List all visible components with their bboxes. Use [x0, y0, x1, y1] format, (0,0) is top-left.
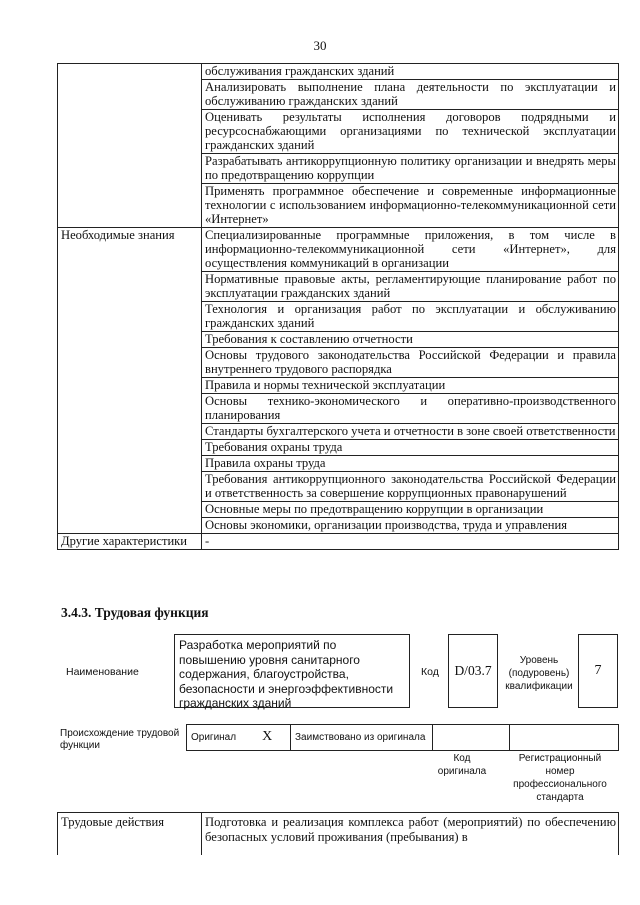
qualification-level-box: 7	[578, 634, 618, 708]
borrowed-label: Заимствовано из оригинала	[291, 725, 433, 751]
other-characteristics-value: -	[202, 534, 619, 550]
code-label: Код	[421, 666, 439, 678]
knowledge-row: Требования антикоррупционного законодательства Российской Федерации и ответственность за совершение коррупционных правонарушений	[202, 472, 619, 502]
section-title: 3.4.3. Трудовая функция	[61, 605, 209, 620]
knowledge-row: Нормативные правовые акты, регламентирующие планирование работ по эксплуатации гражданских зданий	[202, 272, 619, 302]
code-box: D/03.7	[448, 634, 498, 708]
reg-number-label: Регистрационный номер профессионального стандарта	[513, 753, 607, 803]
skills-label-cell	[58, 64, 202, 228]
knowledge-row: Правила охраны труда	[202, 456, 619, 472]
knowledge-row: Требования к составлению отчетности	[202, 332, 619, 348]
knowledge-row: Основные меры по предотвращению коррупции в организации	[202, 502, 619, 518]
skill-row: Анализировать выполнение плана деятельности по эксплуатации и обслуживанию гражданских зданий	[202, 80, 619, 110]
knowledge-row: Стандарты бухгалтерского учета и отчетности в зоне своей ответственности	[202, 424, 619, 440]
labor-actions-label: Трудовые действия	[58, 813, 202, 856]
knowledge-row: Основы экономики, организации производства, труда и управления	[202, 518, 619, 534]
knowledge-row: Основы технико-экономического и оперативно-производственного планирования	[202, 394, 619, 424]
original-checkmark: X	[262, 729, 273, 744]
skill-row: обслуживания гражданских зданий	[202, 64, 619, 80]
origin-label: Происхождение трудовой функции	[60, 728, 180, 751]
original-label: Оригинал	[191, 732, 237, 743]
other-characteristics-label: Другие характеристики	[58, 534, 202, 550]
name-label: Наименование	[66, 666, 139, 678]
original-cell	[187, 725, 291, 751]
knowledge-row: Требования охраны труда	[202, 440, 619, 456]
labor-actions-table	[57, 812, 619, 855]
knowledge-row: Технология и организация работ по эксплуатации и обслуживанию гражданских зданий	[202, 302, 619, 332]
qualification-level-label: Уровень (подуровень) квалификации	[505, 655, 573, 692]
skill-row: Оценивать результаты исполнения договоров подрядными и ресурсоснабжающими организациями по технической эксплуатации гражданских зданий	[202, 110, 619, 154]
skill-row: Разрабатывать антикоррупционную политику организации и внедрять меры по предотвращению коррупции	[202, 154, 619, 184]
knowledge-row: Правила и нормы технической эксплуатации	[202, 378, 619, 394]
knowledge-row: Основы трудового законодательства Российской Федерации и правила внутреннего трудового распорядка	[202, 348, 619, 378]
page-number: 30	[313, 38, 327, 53]
labor-action-row: Подготовка и реализация комплекса работ (мероприятий) по обеспечению безопасных условий проживания (пребывания) в	[202, 813, 619, 856]
reg-number-cell	[510, 725, 619, 751]
origin-table	[186, 724, 619, 751]
function-name-box: Разработка мероприятий по повышению уровня санитарного содержания, благоустройства, безопасности и энергоэффективности гражданских зданий	[174, 634, 410, 708]
origin-code-cell	[433, 725, 510, 751]
skill-row: Применять программное обеспечение и современные информационные технологии с использованием информационно-телекоммуникационной сети «Интернет»	[202, 184, 619, 228]
requirements-table	[57, 63, 619, 550]
origin-code-label: Код оригинала	[437, 753, 487, 777]
knowledge-label: Необходимые знания	[58, 228, 202, 534]
knowledge-row: Специализированные программные приложения, в том числе в информационно-телекоммуникационной сети «Интернет», для осуществления коммуникаций в организации	[202, 228, 619, 272]
